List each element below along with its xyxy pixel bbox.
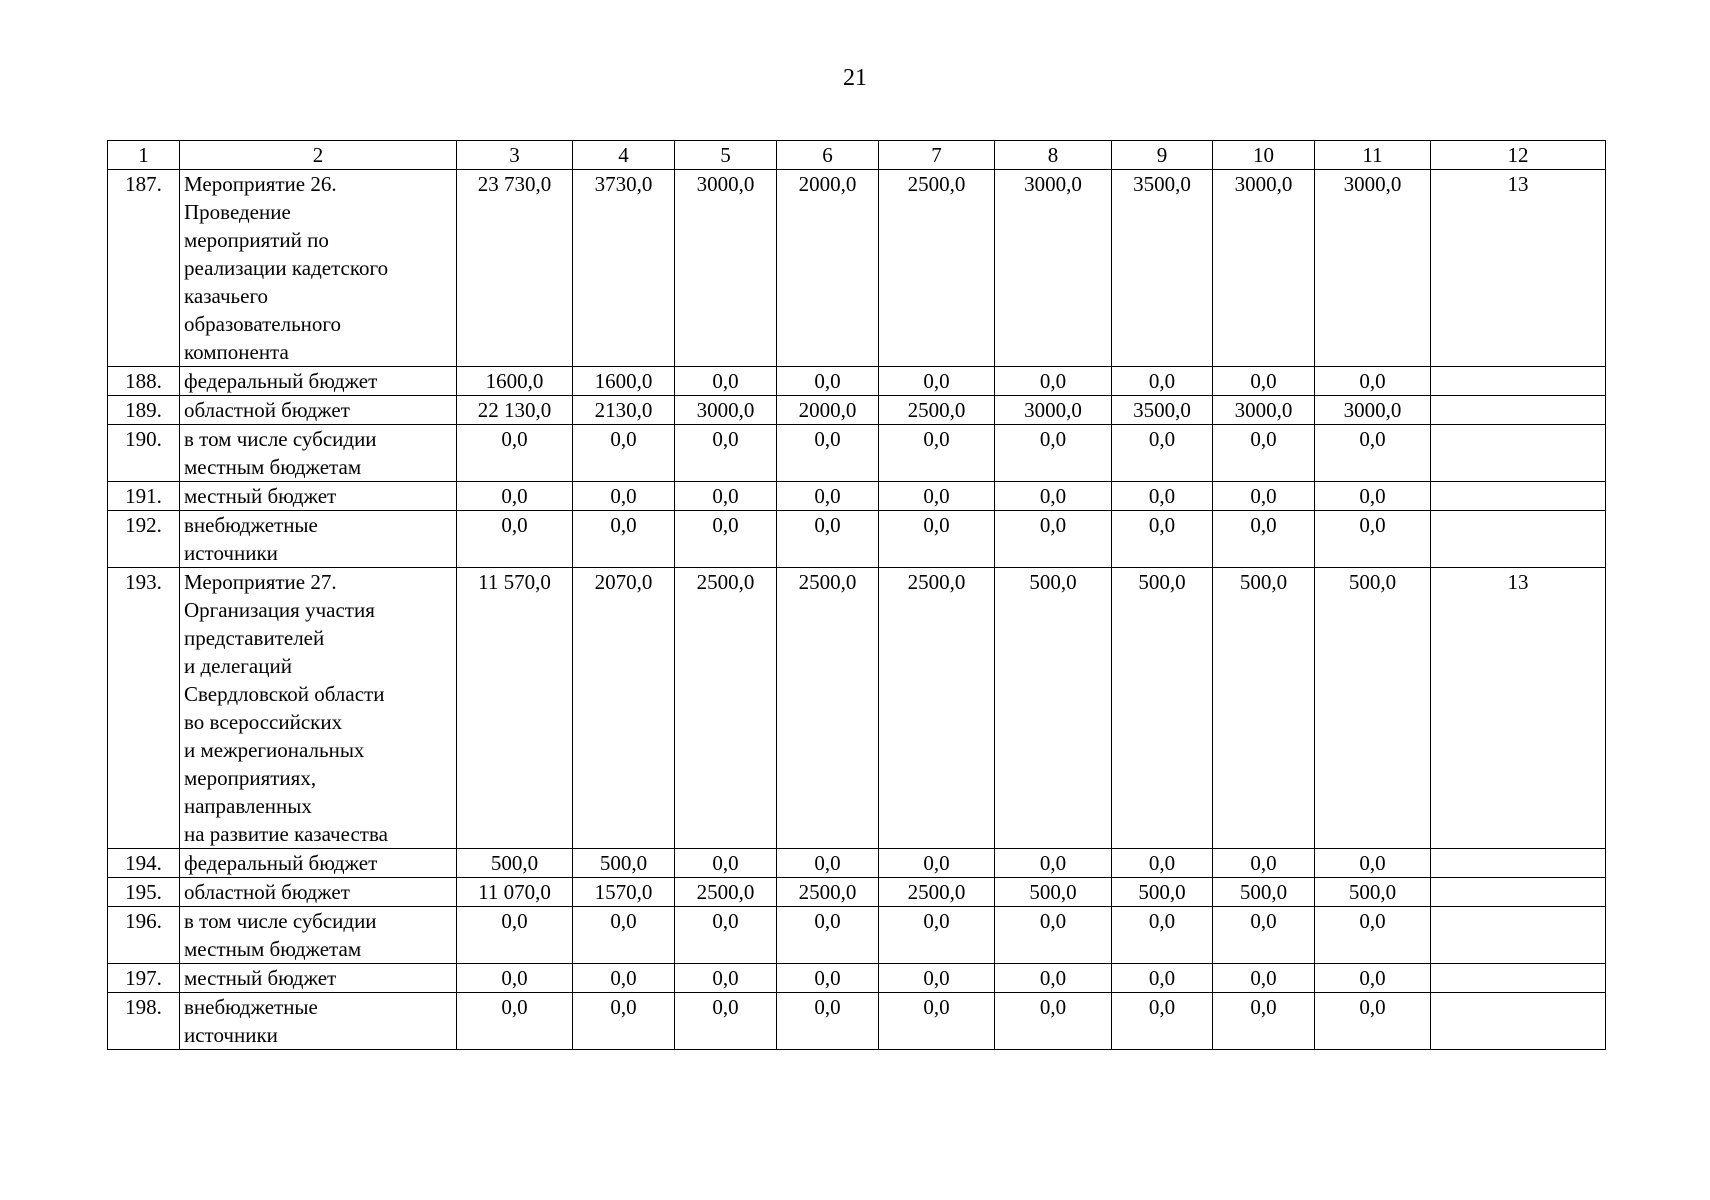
value-cell: 0,0 bbox=[1213, 964, 1315, 993]
row-description bbox=[180, 907, 457, 964]
target-indicator-cell bbox=[1431, 367, 1606, 396]
description-line: местным бюджетам bbox=[184, 455, 362, 479]
value-cell: 0,0 bbox=[573, 907, 675, 964]
value-cell: 0,0 bbox=[995, 849, 1112, 878]
value-cell: 0,0 bbox=[1315, 425, 1431, 482]
column-header: 11 bbox=[1315, 141, 1431, 170]
column-header: 1 bbox=[108, 141, 180, 170]
description-line: федеральный бюджет bbox=[184, 369, 378, 393]
row-number: 188. bbox=[108, 367, 180, 396]
row-number: 197. bbox=[108, 964, 180, 993]
row-description bbox=[180, 367, 457, 396]
value-cell: 0,0 bbox=[675, 849, 777, 878]
value-cell: 11 570,0 bbox=[457, 568, 573, 849]
value-cell: 0,0 bbox=[995, 425, 1112, 482]
value-cell: 0,0 bbox=[879, 482, 995, 511]
value-cell: 2500,0 bbox=[777, 568, 879, 849]
value-cell: 0,0 bbox=[879, 964, 995, 993]
value-cell: 500,0 bbox=[1112, 878, 1213, 907]
column-header: 7 bbox=[879, 141, 995, 170]
page-number: 21 bbox=[843, 65, 867, 91]
value-cell: 0,0 bbox=[1315, 907, 1431, 964]
description-line: Свердловской области bbox=[184, 682, 385, 706]
value-cell: 0,0 bbox=[1112, 993, 1213, 1050]
value-cell: 0,0 bbox=[1315, 511, 1431, 568]
value-cell: 0,0 bbox=[777, 993, 879, 1050]
value-cell: 2500,0 bbox=[879, 170, 995, 367]
value-cell: 0,0 bbox=[879, 993, 995, 1050]
value-cell: 3000,0 bbox=[675, 170, 777, 367]
description-line: направленных bbox=[184, 794, 312, 818]
value-cell: 0,0 bbox=[675, 482, 777, 511]
description-line: и межрегиональных bbox=[184, 738, 365, 762]
value-cell: 1600,0 bbox=[573, 367, 675, 396]
row-number: 190. bbox=[108, 425, 180, 482]
description-line: мероприятий по bbox=[184, 228, 329, 252]
value-cell: 3000,0 bbox=[995, 396, 1112, 425]
table-row bbox=[108, 993, 1606, 1050]
target-indicator-cell bbox=[1431, 425, 1606, 482]
value-cell: 500,0 bbox=[1213, 568, 1315, 849]
table-row bbox=[108, 482, 1606, 511]
value-cell: 0,0 bbox=[1112, 482, 1213, 511]
target-indicator-cell bbox=[1431, 511, 1606, 568]
column-header: 10 bbox=[1213, 141, 1315, 170]
value-cell: 3500,0 bbox=[1112, 396, 1213, 425]
row-description bbox=[180, 511, 457, 568]
value-cell: 3000,0 bbox=[1315, 170, 1431, 367]
value-cell: 0,0 bbox=[573, 425, 675, 482]
value-cell: 0,0 bbox=[457, 511, 573, 568]
description-line: источники bbox=[184, 541, 278, 565]
value-cell: 0,0 bbox=[573, 964, 675, 993]
value-cell: 1570,0 bbox=[573, 878, 675, 907]
description-line: областной бюджет bbox=[184, 880, 350, 904]
row-description bbox=[180, 964, 457, 993]
description-line: местный бюджет bbox=[184, 966, 337, 990]
value-cell: 3000,0 bbox=[1315, 396, 1431, 425]
table-row bbox=[108, 849, 1606, 878]
value-cell: 0,0 bbox=[879, 367, 995, 396]
value-cell: 500,0 bbox=[1213, 878, 1315, 907]
value-cell: 0,0 bbox=[675, 367, 777, 396]
value-cell: 0,0 bbox=[879, 425, 995, 482]
target-indicator-cell bbox=[1431, 964, 1606, 993]
value-cell: 2500,0 bbox=[879, 396, 995, 425]
value-cell: 0,0 bbox=[457, 482, 573, 511]
value-cell: 2500,0 bbox=[879, 878, 995, 907]
value-cell: 0,0 bbox=[1112, 425, 1213, 482]
value-cell: 0,0 bbox=[573, 511, 675, 568]
value-cell: 3000,0 bbox=[995, 170, 1112, 367]
value-cell: 0,0 bbox=[1213, 367, 1315, 396]
row-description bbox=[180, 170, 457, 367]
value-cell: 2500,0 bbox=[675, 878, 777, 907]
description-line: внебюджетные bbox=[184, 513, 318, 537]
value-cell: 0,0 bbox=[457, 907, 573, 964]
row-number: 195. bbox=[108, 878, 180, 907]
row-number: 187. bbox=[108, 170, 180, 367]
description-line: образовательного bbox=[184, 312, 341, 336]
value-cell: 0,0 bbox=[1315, 964, 1431, 993]
row-description bbox=[180, 396, 457, 425]
value-cell: 0,0 bbox=[777, 482, 879, 511]
description-line: в том числе субсидии bbox=[184, 427, 377, 451]
value-cell: 0,0 bbox=[995, 907, 1112, 964]
table-row bbox=[108, 170, 1606, 367]
row-description bbox=[180, 993, 457, 1050]
table-row bbox=[108, 568, 1606, 849]
column-header: 9 bbox=[1112, 141, 1213, 170]
target-indicator-cell bbox=[1431, 907, 1606, 964]
value-cell: 0,0 bbox=[457, 964, 573, 993]
description-line: Мероприятие 26. bbox=[184, 172, 337, 196]
table-row bbox=[108, 511, 1606, 568]
value-cell: 2000,0 bbox=[777, 396, 879, 425]
table-row bbox=[108, 367, 1606, 396]
description-line: Проведение bbox=[184, 200, 291, 224]
target-indicator-cell bbox=[1431, 878, 1606, 907]
value-cell: 0,0 bbox=[675, 425, 777, 482]
row-description bbox=[180, 878, 457, 907]
value-cell: 0,0 bbox=[1112, 849, 1213, 878]
value-cell: 0,0 bbox=[1213, 993, 1315, 1050]
description-line: Организация участия bbox=[184, 598, 375, 622]
row-number: 189. bbox=[108, 396, 180, 425]
value-cell: 0,0 bbox=[457, 993, 573, 1050]
value-cell: 0,0 bbox=[675, 907, 777, 964]
row-description bbox=[180, 849, 457, 878]
value-cell: 0,0 bbox=[777, 425, 879, 482]
header-row bbox=[108, 141, 1606, 170]
value-cell: 0,0 bbox=[1112, 367, 1213, 396]
value-cell: 0,0 bbox=[1112, 511, 1213, 568]
value-cell: 500,0 bbox=[1315, 878, 1431, 907]
description-line: во всероссийских bbox=[184, 710, 343, 734]
value-cell: 2000,0 bbox=[777, 170, 879, 367]
value-cell: 0,0 bbox=[995, 964, 1112, 993]
value-cell: 2070,0 bbox=[573, 568, 675, 849]
value-cell: 0,0 bbox=[1112, 964, 1213, 993]
column-header: 8 bbox=[995, 141, 1112, 170]
value-cell: 0,0 bbox=[1315, 849, 1431, 878]
value-cell: 23 730,0 bbox=[457, 170, 573, 367]
target-indicator-cell bbox=[1431, 849, 1606, 878]
value-cell: 0,0 bbox=[1315, 367, 1431, 396]
column-header: 3 bbox=[457, 141, 573, 170]
value-cell: 0,0 bbox=[777, 511, 879, 568]
table-row bbox=[108, 964, 1606, 993]
value-cell: 0,0 bbox=[995, 367, 1112, 396]
description-line: Мероприятие 27. bbox=[184, 570, 337, 594]
value-cell: 500,0 bbox=[995, 878, 1112, 907]
value-cell: 0,0 bbox=[879, 511, 995, 568]
description-line: местный бюджет bbox=[184, 484, 337, 508]
description-line: местным бюджетам bbox=[184, 937, 362, 961]
row-description bbox=[180, 482, 457, 511]
value-cell: 2500,0 bbox=[777, 878, 879, 907]
target-indicator-cell bbox=[1431, 993, 1606, 1050]
target-indicator-cell: 13 bbox=[1431, 170, 1606, 367]
value-cell: 0,0 bbox=[573, 993, 675, 1050]
description-line: на развитие казачества bbox=[184, 822, 388, 846]
value-cell: 0,0 bbox=[675, 511, 777, 568]
row-number: 193. bbox=[108, 568, 180, 849]
value-cell: 0,0 bbox=[777, 849, 879, 878]
value-cell: 0,0 bbox=[777, 964, 879, 993]
column-header: 5 bbox=[675, 141, 777, 170]
row-description bbox=[180, 425, 457, 482]
value-cell: 3000,0 bbox=[1213, 396, 1315, 425]
value-cell: 500,0 bbox=[1112, 568, 1213, 849]
value-cell: 0,0 bbox=[457, 425, 573, 482]
value-cell: 2500,0 bbox=[675, 568, 777, 849]
value-cell: 2130,0 bbox=[573, 396, 675, 425]
value-cell: 3000,0 bbox=[1213, 170, 1315, 367]
value-cell: 0,0 bbox=[1213, 511, 1315, 568]
value-cell: 1600,0 bbox=[457, 367, 573, 396]
value-cell: 3500,0 bbox=[1112, 170, 1213, 367]
value-cell: 0,0 bbox=[1213, 907, 1315, 964]
value-cell: 3730,0 bbox=[573, 170, 675, 367]
value-cell: 0,0 bbox=[1315, 482, 1431, 511]
value-cell: 0,0 bbox=[777, 367, 879, 396]
column-header: 12 bbox=[1431, 141, 1606, 170]
value-cell: 500,0 bbox=[995, 568, 1112, 849]
value-cell: 0,0 bbox=[675, 993, 777, 1050]
table-row bbox=[108, 907, 1606, 964]
value-cell: 0,0 bbox=[1213, 849, 1315, 878]
description-line: внебюджетные bbox=[184, 995, 318, 1019]
description-line: казачьего bbox=[184, 284, 269, 308]
value-cell: 0,0 bbox=[777, 907, 879, 964]
value-cell: 500,0 bbox=[1315, 568, 1431, 849]
description-line: источники bbox=[184, 1023, 278, 1047]
column-header: 2 bbox=[180, 141, 457, 170]
value-cell: 3000,0 bbox=[675, 396, 777, 425]
target-indicator-cell bbox=[1431, 482, 1606, 511]
value-cell: 0,0 bbox=[1213, 425, 1315, 482]
row-number: 191. bbox=[108, 482, 180, 511]
budget-table bbox=[107, 140, 1606, 1050]
value-cell: 22 130,0 bbox=[457, 396, 573, 425]
description-line: областной бюджет bbox=[184, 398, 350, 422]
value-cell: 0,0 bbox=[1315, 993, 1431, 1050]
row-description bbox=[180, 568, 457, 849]
value-cell: 2500,0 bbox=[879, 568, 995, 849]
row-number: 198. bbox=[108, 993, 180, 1050]
row-number: 194. bbox=[108, 849, 180, 878]
value-cell: 0,0 bbox=[879, 907, 995, 964]
value-cell: 0,0 bbox=[879, 849, 995, 878]
value-cell: 0,0 bbox=[1112, 907, 1213, 964]
value-cell: 11 070,0 bbox=[457, 878, 573, 907]
row-number: 192. bbox=[108, 511, 180, 568]
value-cell: 0,0 bbox=[995, 511, 1112, 568]
value-cell: 500,0 bbox=[457, 849, 573, 878]
table-row bbox=[108, 396, 1606, 425]
value-cell: 0,0 bbox=[675, 964, 777, 993]
target-indicator-cell bbox=[1431, 396, 1606, 425]
value-cell: 0,0 bbox=[573, 482, 675, 511]
column-header: 6 bbox=[777, 141, 879, 170]
description-line: компонента bbox=[184, 340, 289, 364]
description-line: федеральный бюджет bbox=[184, 851, 378, 875]
value-cell: 0,0 bbox=[995, 993, 1112, 1050]
description-line: реализации кадетского bbox=[184, 256, 389, 280]
description-line: представителей bbox=[184, 626, 325, 650]
column-header: 4 bbox=[573, 141, 675, 170]
description-line: и делегаций bbox=[184, 654, 292, 678]
value-cell: 500,0 bbox=[573, 849, 675, 878]
value-cell: 0,0 bbox=[995, 482, 1112, 511]
row-number: 196. bbox=[108, 907, 180, 964]
table-row bbox=[108, 425, 1606, 482]
description-line: в том числе субсидии bbox=[184, 909, 377, 933]
value-cell: 0,0 bbox=[1213, 482, 1315, 511]
table-row bbox=[108, 878, 1606, 907]
target-indicator-cell: 13 bbox=[1431, 568, 1606, 849]
description-line: мероприятиях, bbox=[184, 766, 317, 790]
